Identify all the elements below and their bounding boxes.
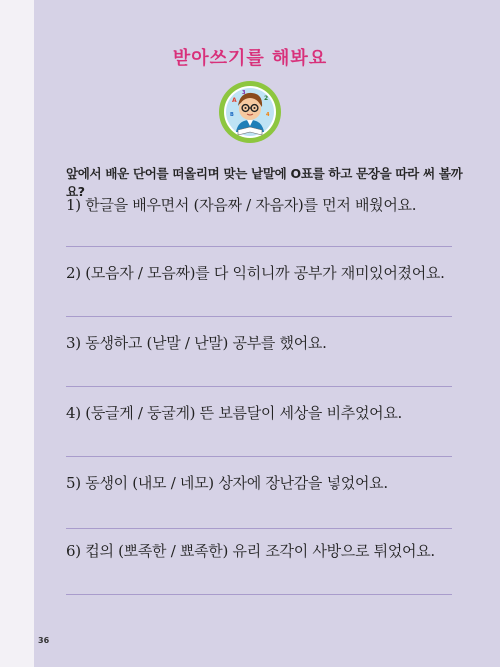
answer-line-6[interactable] bbox=[66, 594, 452, 595]
answer-line-3[interactable] bbox=[66, 386, 452, 387]
svg-text:4: 4 bbox=[266, 112, 270, 118]
answer-line-1[interactable] bbox=[66, 246, 452, 247]
question-3: 3) 동생하고 (낟말 / 난말) 공부를 했어요. bbox=[66, 334, 327, 352]
svg-text:A: A bbox=[232, 97, 237, 104]
instruction-text: 앞에서 배운 단어를 떠올리며 맞는 낱말에 O표를 하고 문장을 따라 써 볼까요? bbox=[66, 166, 463, 199]
answer-line-4[interactable] bbox=[66, 456, 452, 457]
boy-with-glasses-studying-icon bbox=[218, 80, 282, 144]
svg-text:B: B bbox=[230, 112, 234, 118]
question-4: 4) (둥글게 / 둥굴게) 뜬 보름달이 세상을 비추었어요. bbox=[66, 404, 403, 422]
question-2: 2) (모음자 / 모음짜)를 다 익히니까 공부가 재미있어졌어요. bbox=[66, 264, 445, 282]
answer-line-2[interactable] bbox=[66, 316, 452, 317]
question-5: 5) 동생이 (내모 / 네모) 상자에 장난감을 넣었어요. bbox=[66, 474, 388, 492]
worksheet-title: 받아쓰기를 해봐요 bbox=[172, 48, 328, 69]
question-6: 6) 컵의 (뽀족한 / 뾰족한) 유리 조각이 사방으로 튀었어요. bbox=[66, 542, 435, 560]
answer-line-5[interactable] bbox=[66, 528, 452, 529]
page-number: 36 bbox=[38, 636, 50, 645]
svg-text:2: 2 bbox=[264, 95, 269, 102]
question-1: 1) 한글을 배우면서 (자음짜 / 자음자)를 먼저 배웠어요. bbox=[66, 196, 417, 214]
svg-text:3: 3 bbox=[242, 90, 246, 96]
page-margin-strip bbox=[0, 0, 34, 667]
